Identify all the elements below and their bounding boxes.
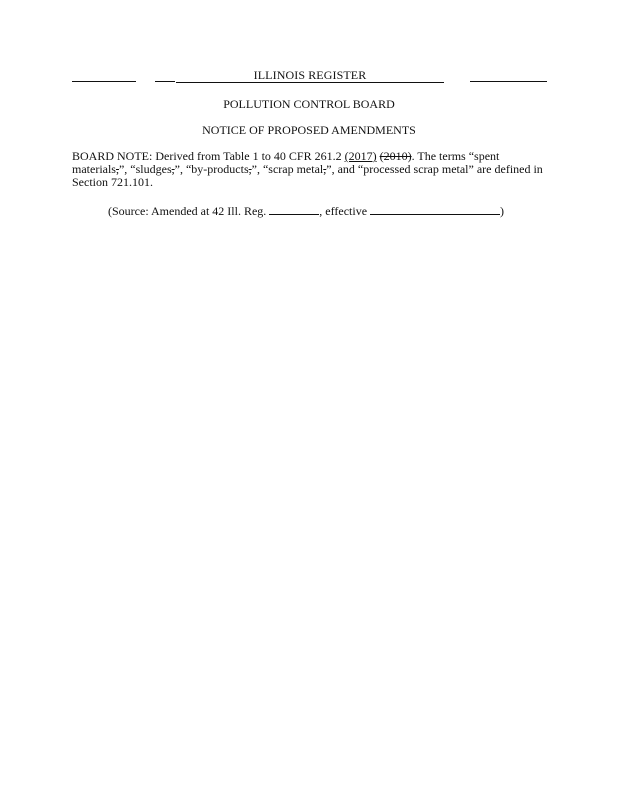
header-rule-left: [72, 81, 136, 82]
board-note-text: ”, and “processed scrap metal” are defined in Section 721.101.: [72, 162, 543, 189]
header-rule-left-short: [155, 81, 175, 82]
deleted-comma: ,: [323, 162, 327, 176]
board-note-text: ”, “scrap metal: [251, 162, 324, 176]
deleted-year: (2010): [379, 149, 412, 163]
source-line: [108, 203, 546, 218]
source-effective: , effective: [319, 204, 371, 218]
board-note-paragraph: [72, 150, 546, 189]
register-title: ILLINOIS REGISTER: [176, 68, 444, 83]
source-suffix: ): [500, 204, 505, 218]
deleted-comma: ,: [248, 162, 252, 176]
header-rule-right: [470, 81, 547, 82]
board-heading: POLLUTION CONTROL BOARD: [223, 97, 395, 111]
board-note-text: BOARD NOTE: Derived from Table 1 to 40 CFR 261.2: [72, 149, 345, 163]
board-note-text: ”, “by-products: [174, 162, 249, 176]
source-prefix: (Source: Amended at 42 Ill. Reg.: [108, 204, 270, 218]
register-page-blank: [269, 203, 319, 215]
board-note-text: ”, “sludges: [118, 162, 172, 176]
deleted-comma: ,: [171, 162, 175, 176]
inserted-year: (2017): [344, 149, 377, 163]
effective-date-blank: [370, 203, 500, 215]
deleted-comma: ,: [115, 162, 119, 176]
notice-heading: NOTICE OF PROPOSED AMENDMENTS: [202, 123, 416, 137]
board-note-text: . The terms “spent materials: [72, 149, 500, 176]
